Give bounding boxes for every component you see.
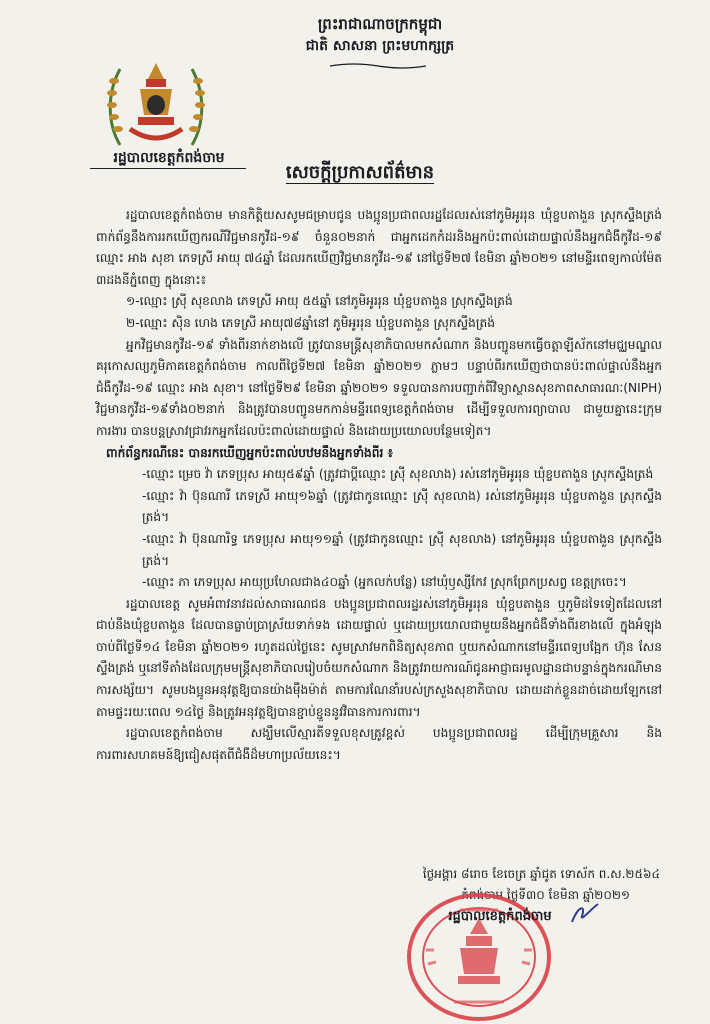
contact-item-2: -ឈ្មោះ វ៉ា ប៊ុនណារី ភេទស្រី អាយុ១៦ឆ្នាំ (ត្រូវជាកូនឈ្មោះ ស្រ៊ី សុខលាង) រស់នៅភូមិអូររុន ឃុំខ្ចបតាងួន ស្រុកស្ទឹងត្រង់។ — [142, 488, 662, 525]
patient-item-2: ២-ឈ្មោះ ស៊ិន ហេង ភេទស្រី អាយុ៧៨ឆ្នាំនៅ ភូមិអូររុន ឃុំខ្ចបតាងួន ស្រុកស្ទឹងត្រង់ — [126, 315, 495, 330]
intro-paragraph: រដ្ឋបាលខេត្តកំពង់ចាម មានកិត្តិយសសូមជម្រាបជូន បងប្អូនប្រជាពលរដ្ឋដែលរស់នៅភូមិអូររុន ឃុំខ្ចបតាងួន ស្រុកស្ទឹងត្រង់ ពាក់ព័ន្ធនឹងការរកឃើញករណីវិជ្ជមានកូវីដ-១៩ ចំនួន០២នាក់ ជាអ្នកដេកកំដរនិងអ្នកប៉ះពាល់ដោយផ្ទាល់នឹងអ្នកជំងឺកូវីដ-១៩ ឈ្មោះ អាង សុខា ភេទស្រី អាយុ ៧៤ឆ្នាំ ដែលរកឃើញវិជ្ជមានកូវីដ-១៩ នៅថ្ងៃទី២៧ ខែមិនា ឆ្នាំ២០២១ នៅមន្ទីរពេទ្យកាល់ម៉ែត ៣ដងនីភ្នំពេញ ក្នុងនោះ៖ — [96, 208, 662, 287]
place-and-date: កំពង់ចាម ថ្ងៃទី៣០ ខែមិនា ឆ្នាំ២០២១ — [461, 888, 630, 902]
lunar-date: ថ្ងៃអង្គារ ៨រោច ខែចេត្រ ឆ្នាំជូត ទោស័ក ព.ស.២៥៦៤ — [422, 867, 660, 881]
signature-mark — [568, 900, 604, 928]
contact-item-4: -ឈ្មោះ ភា ភេទប្រុស អាយុប្រហែលជាង៤០ឆ្នាំ (អ្នកលក់បន្លែ) នៅឃុំឫស្សីកែវ ស្រុកព្រែកប្រសព្វ ខេត្តក្រចេះ។ — [142, 575, 627, 590]
closing-paragraph: រដ្ឋបាលខេត្តកំពង់ចាម សង្ឃឹមលើស្មារតីទទួលខុសត្រូវខ្ពស់ បងប្អូនប្រជាពលរដ្ឋ ដើម្បីក្រុមគ្រួសារ និងការពារសហគមន៍ឱ្យជៀសផុតពីជំងឺដ៏មហាប្រល័យនេះ។ — [96, 726, 662, 762]
action-paragraph: អ្នកវិជ្ជមានកូវីដ-១៩ ទាំងពីរនាក់ខាងលើ ត្រូវបានមន្ត្រីសុខាភិបាលមកសំណាក និងបញ្ជូនមកធ្វើចត្តាឡីស័កនៅមជ្ឈមណ្ឌលគរុកោសល្យភូមិភាគខេត្តកំពង់ចាម កាលពីថ្ងៃទី២៧ ខែមិនា ឆ្នាំ២០២១ ភ្លាមៗ បន្ទាប់ពីរកឃើញថាបានប៉ះពាល់ផ្ទាល់នឹងអ្នកជំងឺកូវីដ-១៩ ឈ្មោះ អាង សុខា។ នៅថ្ងៃទី២៩ ខែមិនា ឆ្នាំ២០២១ ទទួលបានការបញ្ជាក់ពីវិទ្យាស្ថានសុខភាពសាធារណៈ(NIPH) វិជ្ជមានកូវីដ-១៩ទាំង០២នាក់ និងត្រូវបានបញ្ជូនមកកាន់មន្ទីរពេទ្យខេត្តកំពង់ចាម ដើម្បីទទួលការព្យាបាល ជាមួយគ្នានេះក្រុមការងារ បានបន្តស្រាវជ្រាវរកអ្នកដែលប៉ះពាល់ដោយផ្ទាល់ និងដោយប្រយោលបន្ថែមទៀត។ — [96, 337, 662, 438]
appeal-paragraph: រដ្ឋបាលខេត្ត សូមអំពាវនាវដល់សាធារណជន បងប្អូនប្រជាពលរដ្ឋរស់នៅភូមិអូររុន ឃុំខ្ចបតាងួន ឬភូមិដទៃទៀតដែលនៅជាប់នឹងឃុំខ្ចបតាងួន ដែលបានធ្លាប់ប្រាស្រ័យទាក់ទង ដោយផ្ទាល់ ឬដោយប្រយោលជាមួយនឹងអ្នកជំងឺទាំងពីរខាងលើ ក្នុងអំឡុងចាប់ពីថ្ងៃទី១៤ ខែមិនា ឆ្នាំ២០២១ រហូតដល់ថ្ងៃនេះ សូមស្រាវមកពិនិត្យសុខភាព ឬយកសំណាកនៅមន្ទីរពេទ្យបង្អែក ហ៊ុន សែន ស្ទឹងត្រង់ ឬនៅទីតាំងដែលក្រុមមន្ត្រីសុខាភិបាលរៀបចំយកសំណាក និងត្រូវរាយការណ៍ជូនអាជ្ញាធរមូលដ្ឋានជាបន្ទាន់ក្នុងករណីមានការសង្ស័យ។ សូមបងប្អូនអនុវត្តឱ្យបានយ៉ាងម៉ឺងម៉ាត់ តាមការណែនាំរបស់ក្រសួងសុខាភិបាល ដោយដាក់ខ្លួនដាច់ដោយឡែកនៅតាមផ្ទះរយៈពេល ១៤ថ្ងៃ និងត្រូវអនុវត្តឱ្យបានខ្ជាប់ខ្ជួននូវវិធានការការពារ។ — [96, 596, 662, 719]
contact-item-3: -ឈ្មោះ វ៉ា ប៊ុនណារិទ្ធ ភេទប្រុស អាយុ១១ឆ្នាំ (ត្រូវជាកូនឈ្មោះ ស្រ៊ី សុខលាង) នៅភូមិអូររុន ឃុំខ្ចបតាងួន ស្រុកស្ទឹងត្រង់។ — [142, 531, 662, 568]
signatory-name: រដ្ឋបាលខេត្តកំពង់ចាម — [448, 909, 552, 924]
national-motto: ជាតិ សាសនា ព្រះមហាក្សត្រ — [305, 38, 455, 54]
provincial-emblem-icon — [100, 55, 212, 153]
ornament-divider — [330, 62, 426, 70]
contact-item-1: -ឈ្មោះ ម្រេច វ៉ា ភេទប្រុស អាយុ៥៩ឆ្នាំ (ត្រូវជាប្តីឈ្មោះ ស្រ៊ី សុខលាង) រស់នៅភូមិអូររុន ឃុំខ្ចបតាងួន ស្រុកស្ទឹងត្រង់ — [142, 467, 654, 482]
contacts-heading: ពាក់ព័ន្ធករណីនេះ បានរកឃើញអ្នកប៉ះពាល់បឋមនឹងអ្នកទាំងពីរ ៖ — [106, 445, 393, 460]
organization-name: រដ្ឋបាលខេត្តកំពង់ចាម — [113, 150, 225, 166]
patient-item-1: ១-ឈ្មោះ ស្រ៊ី សុខលាង ភេទស្រី អាយុ ៥៥ឆ្នាំ នៅភូមិអូររុន ឃុំខ្ចបតាងួន ស្រុកស្ទឹងត្រង់ — [126, 294, 513, 309]
document-body — [96, 205, 662, 766]
document-title: សេចក្តីប្រកាសព័ត៌មាន — [285, 162, 435, 183]
kingdom-heading: ព្រះរាជាណាចក្រកម្ពុជា — [317, 15, 443, 33]
